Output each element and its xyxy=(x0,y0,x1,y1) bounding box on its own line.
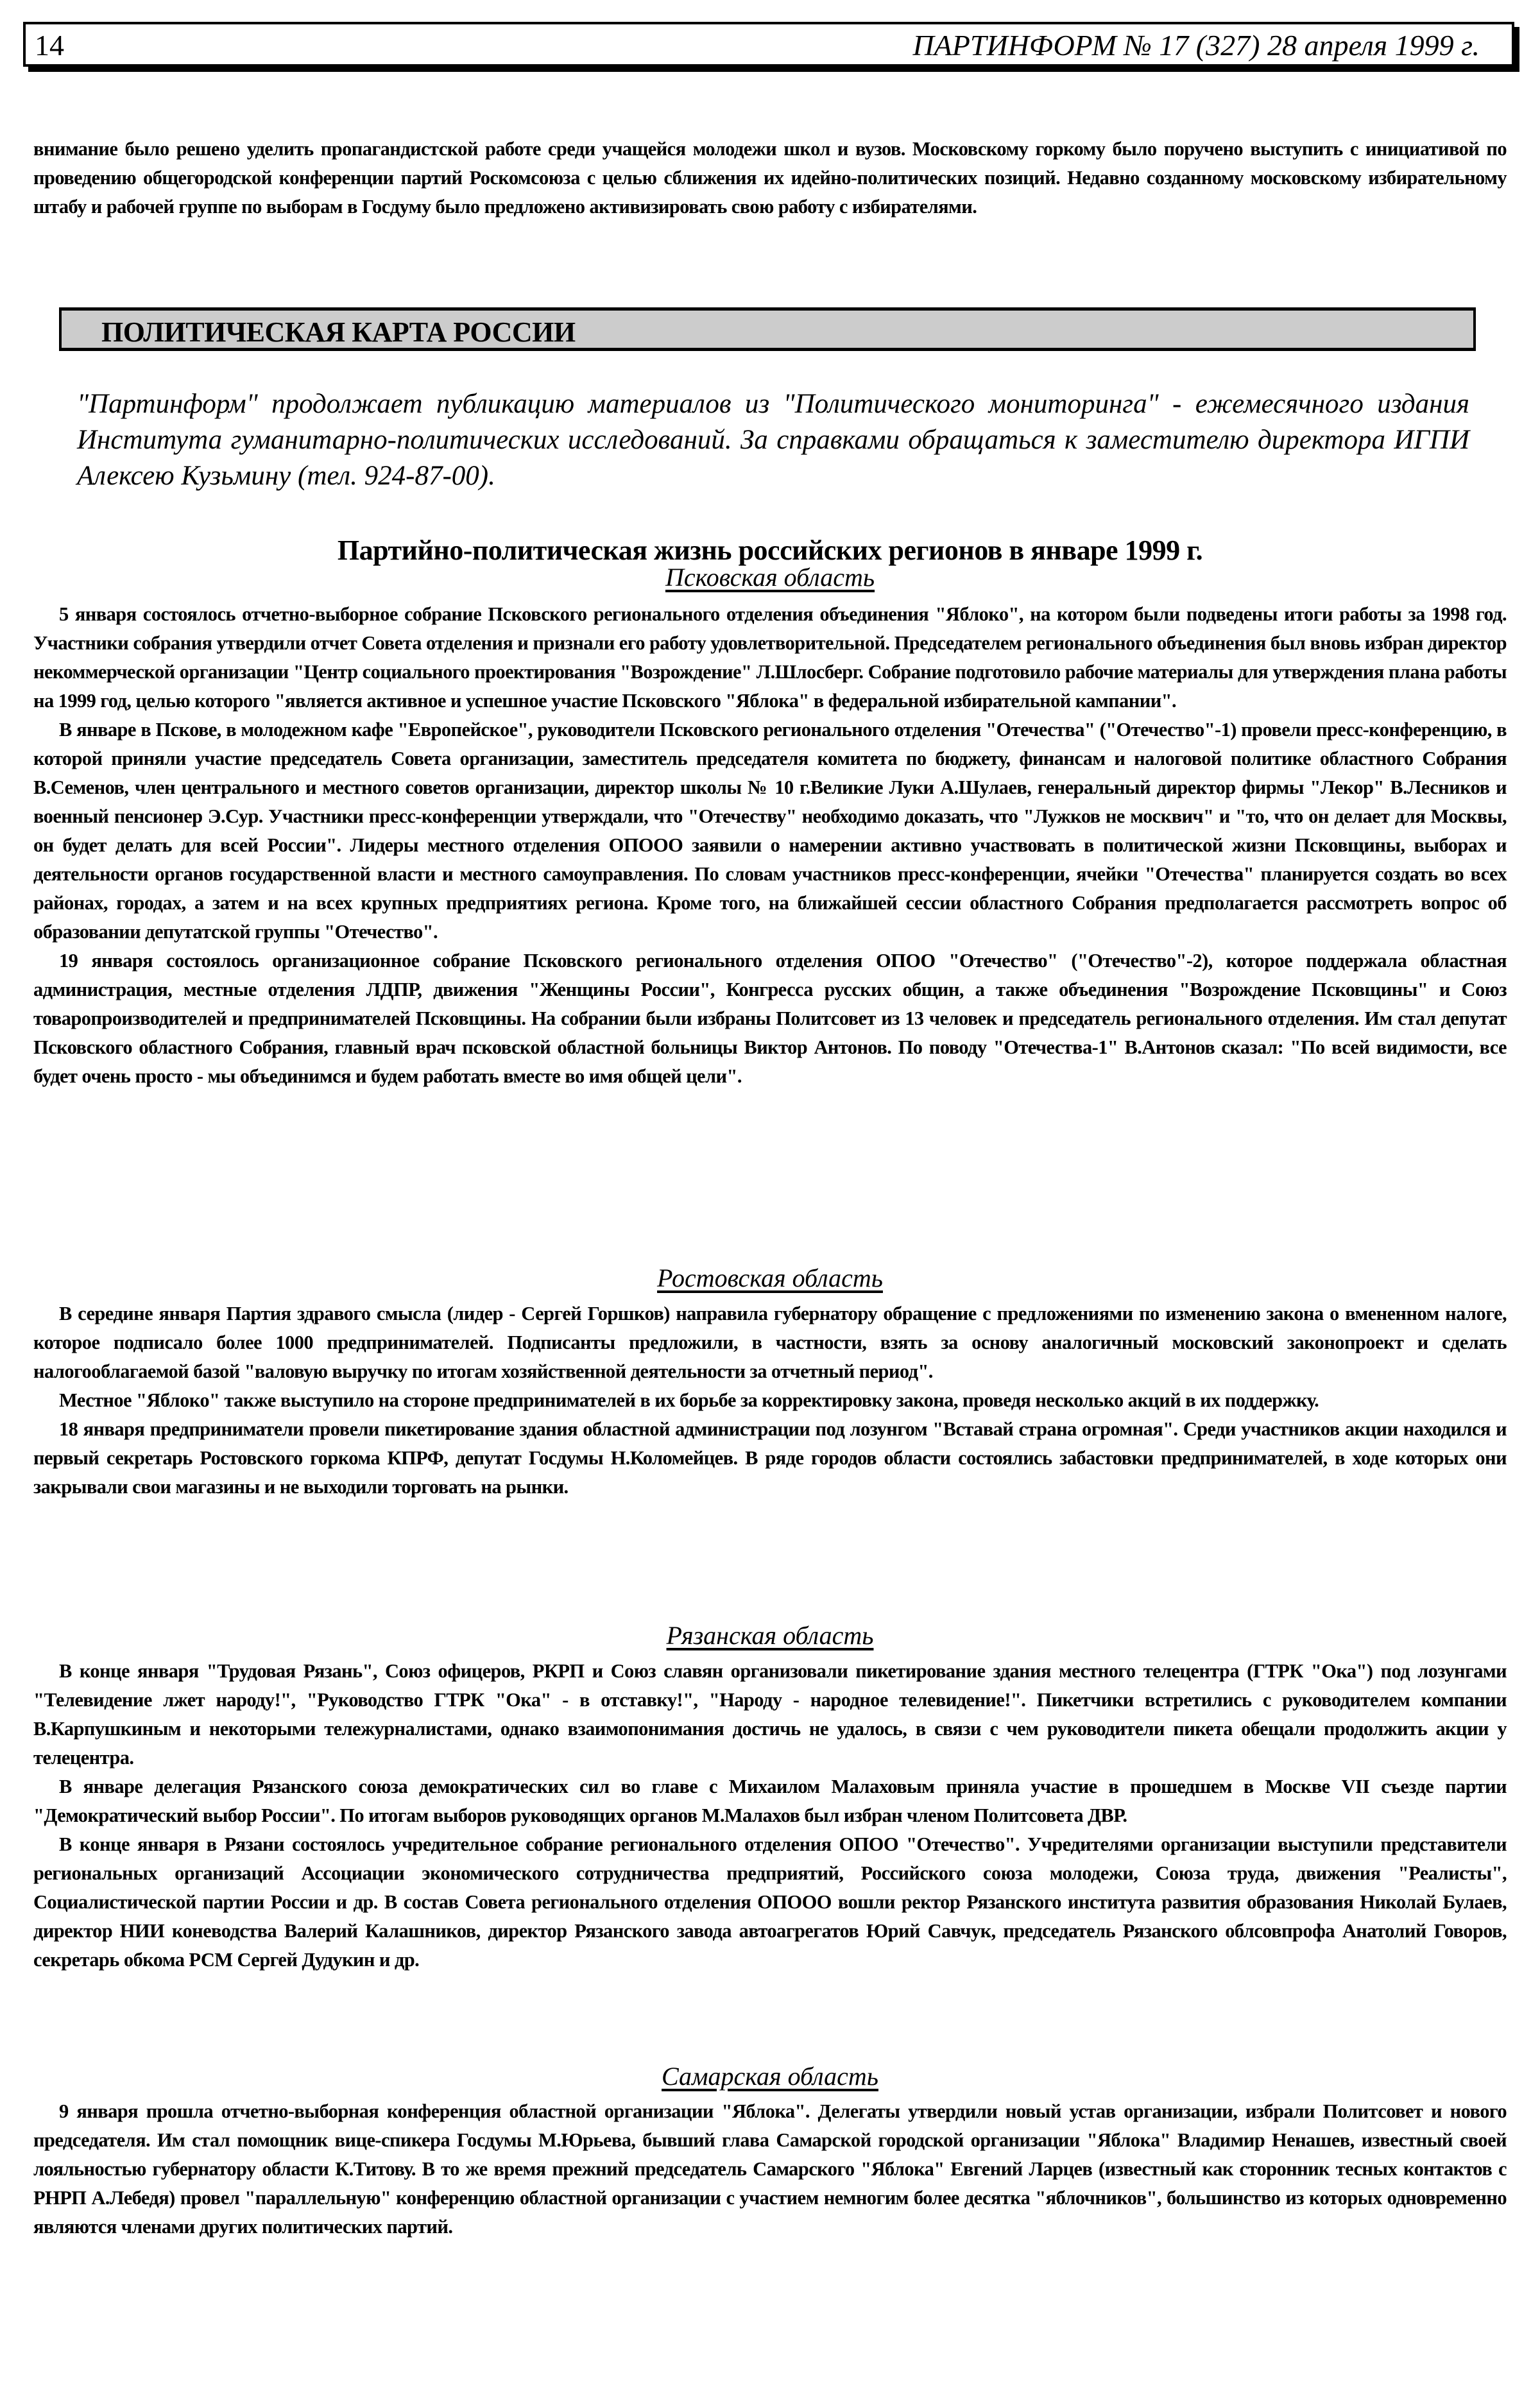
article-title: Партийно-политическая жизнь российских регионов в январе 1999 г. xyxy=(337,535,1203,566)
region-heading-ryazan: Рязанская область xyxy=(666,1621,874,1650)
section-title: ПОЛИТИЧЕСКАЯ КАРТА РОССИИ xyxy=(101,316,576,348)
section-band xyxy=(59,307,1476,351)
region-heading-rostov: Ростовская область xyxy=(657,1264,883,1292)
region-body-pskov xyxy=(33,600,1507,1091)
paragraph: Местное "Яблоко" также выступило на стороне предпринимателей в их борьбе за корректировку закона, проведя несколько акций в их поддержку. xyxy=(59,1389,1319,1411)
paragraph: 18 января предприниматели провели пикетирование здания областной администрации под лозунгом "Вставай страна огромная". Среди участников акции находился и первый секретарь Ростовского горкома КПРФ, депутат Госдумы Н.Коломейцев. В ряде городов области состоялись забастовки предпринимателей, в ходе которых они закрывали свои магазины и не выходили торговать на рынки. xyxy=(33,1418,1507,1498)
paragraph: В конце января "Трудовая Рязань", Союз офицеров, РКРП и Союз славян организовали пикетирование здания местного телецентра (ГТРК "Ока") под лозунгами "Телевидение лжет народу!", "Руководство ГТРК "Ока" - в отставку!", "Народу - народное телевидение!". Пикетчики встретились с руководителем компании В.Карпушкиным и некоторыми тележурналистами, однако взаимопонимания достичь не удалось, в связи с чем руководители пикета обещали продолжить акции у телецентра. xyxy=(33,1660,1507,1769)
lead-paragraph: внимание было решено уделить пропагандистской работе среди учащейся молодежи школ и вузов. Московскому горкому было поручено выступить с инициативой по проведению общегородской конференции партий Роскомсоюза с целью сближения их идейно-политических позиций. Недавно созданному московскому избирательному штабу и рабочей группе по выборам в Госдуму было предложено активизировать свою работу с избирателями. xyxy=(33,138,1507,218)
region-body-samara xyxy=(33,2097,1507,2241)
paragraph: В середине января Партия здравого смысла (лидер - Сергей Горшков) направила губернатору обращение с предложениями по изменению закона о вмененном налоге, которое подписало более 1000 предпринимателей. Подписанты предложили, в частности, взять за основу аналогичный московский законопроект и сделать налогооблагаемой базой "валовую выручку по итогам хозяйственной деятельности за отчетный период". xyxy=(33,1303,1507,1382)
paragraph: В январе делегация Рязанского союза демократических сил во главе с Михаилом Малаховым приняла участие в прошедшем в Москве VII съезде партии "Демократический выбор России". По итогам выборов руководящих органов М.Малахов был избран членом Политсовета ДВР. xyxy=(33,1776,1507,1826)
paragraph: 9 января прошла отчетно-выборная конференция областной организации "Яблока". Делегаты утвердили новый устав организации, избрали Политсовет и нового председателя. Им стал помощник вице-спикера Госдумы М.Юрьева, бывший глава Самарской городской организации "Яблока" Владимир Ненашев, известный своей лояльностью губернатору области К.Титову. В то же время прежний председатель Самарского "Яблока" Евгений Ларцев (известный как сторонник тесных контактов с РНРП А.Лебедя) провел "параллельную" конференцию областной организации с участием немногим более десятка "яблочников", большинство из которых одновременно являются членами других политических партий. xyxy=(33,2100,1507,2238)
paragraph: В январе в Пскове, в молодежном кафе "Европейское", руководители Псковского регионального отделения "Отечества" ("Отечество"-1) провели пресс-конференцию, в которой приняли участие председатель Совета организации, заместитель председателя комитета по бюджету, финансам и налоговой политике областного Собрания В.Семенов, член центрального и местного советов организации, директор школы № 10 г.Великие Луки А.Шулаев, генеральный директор фирмы "Лекор" В.Лесников и военный пенсионер Э.Сур. Участники пресс-конференции утверждали, что "Отечеству" необходимо доказать, что "Лужков не москвич" и "то, что он делает для Москвы, он будет делать для всей России". Лидеры местного отделения ОПООО заявили о намерении активно участвовать в политической жизни Псковщины, выборах и деятельности органов государственной власти и местного самоуправления. По словам участников пресс-конференции, ячейки "Отечества" планируется создать во всех районах, городах, а затем и на всех крупных предприятиях региона. Кроме того, на ближайшей сессии областного Собрания предполагается рассмотреть вопрос об образовании депутатской группы "Отечество". xyxy=(33,719,1507,943)
intro-paragraph: "Партинформ" продолжает публикацию материалов из "Политического мониторинга" - ежемесячного издания Института гуманитарно-политических исследований. За справками обращаться к заместителю директора ИГПИ Алексею Кузьмину (тел. 924-87-00). xyxy=(77,389,1469,491)
page-header xyxy=(23,22,1514,67)
region-body-rostov xyxy=(33,1299,1507,1502)
region-heading-samara: Самарская область xyxy=(662,2062,878,2091)
region-body-ryazan xyxy=(33,1657,1507,1975)
page-number: 14 xyxy=(35,29,64,62)
lead-paragraph-block xyxy=(33,135,1507,221)
paragraph: В конце января в Рязани состоялось учредительное собрание регионального отделения ОПОО "Отечество". Учредителями организации выступили представители региональных организаций Ассоциации экономического сотрудничества предприятий, Российского союза молодежи, Союза труда, движения "Реалисты", Социалистической партии России и др. В состав Совета регионального отделения ОПООО вошли ректор Рязанского института развития образования Николай Булаев, директор НИИ коневодства Валерий Калашников, директор Рязанского завода автоагрегатов Юрий Савчук, председатель Рязанского облсовпрофа Анатолий Говоров, секретарь обкома РСМ Сергей Дудукин и др. xyxy=(33,1833,1507,1971)
region-heading-pskov: Псковская область xyxy=(665,563,875,592)
publication-info: ПАРТИНФОРМ № 17 (327) 28 апреля 1999 г. xyxy=(912,29,1480,62)
paragraph: 5 января состоялось отчетно-выборное собрание Псковского регионального отделения объединения "Яблоко", на котором были подведены итоги работы за 1998 год. Участники собрания утвердили отчет Совета отделения и признали его работу удовлетворительной. Председателем регионального объединения был вновь избран директор некоммерческой организации "Центр социального проектирования "Возрождение" Л.Шлосберг. Собрание подготовило рабочие материалы для утверждения плана работы на 1999 год, целью которого "является активное и успешное участие Псковского "Яблока" в федеральной избирательной кампании". xyxy=(33,603,1507,712)
paragraph: 19 января состоялось организационное собрание Псковского регионального отделения ОПОО "Отечество" ("Отечество"-2), которое поддержала областная администрация, местные отделения ЛДПР, движения "Женщины России", Конгресса русских общин, а также объединения "Возрождение Псковщины" и Союз товаропроизводителей и предпринимателей Псковщины. На собрании были избраны Политсовет из 13 человек и председатель регионального отделения. Им стал депутат Псковского областного Собрания, главный врач псковской областной больницы Виктор Антонов. По поводу "Отечества-1" В.Антонов сказал: "По всей видимости, все будет очень просто - мы объединимся и будем работать вместе во имя общей цели". xyxy=(33,950,1507,1087)
